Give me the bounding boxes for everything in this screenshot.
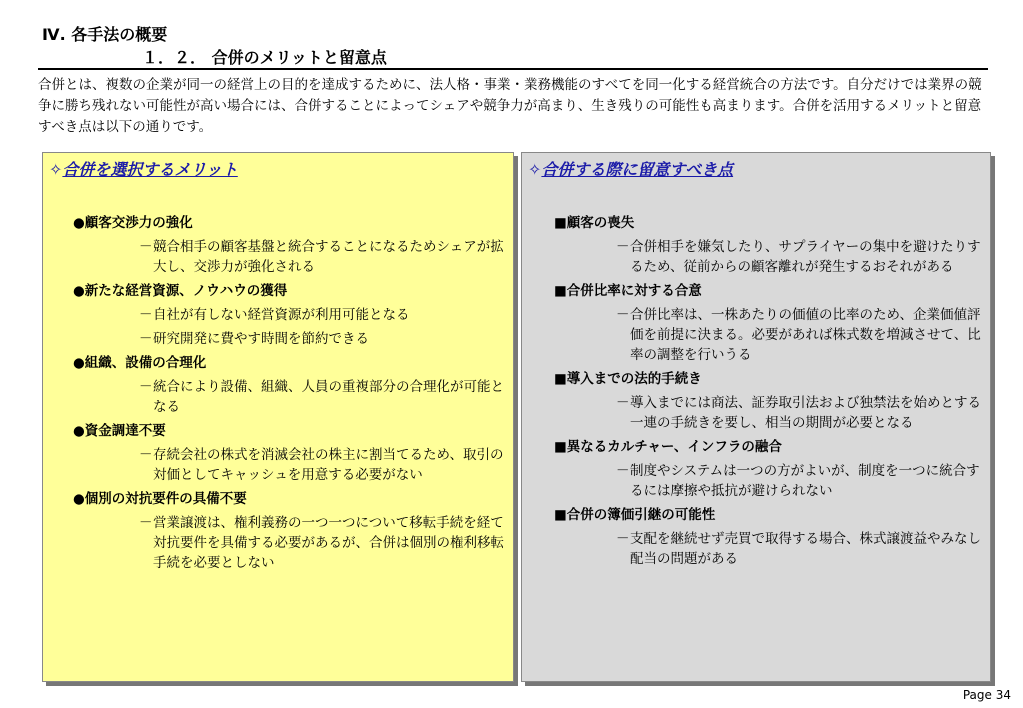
subsection-heading: １．２． 合併のメリットと留意点 bbox=[142, 48, 387, 67]
cautions-title-text: 合併する際に留意すべき点 bbox=[541, 160, 734, 179]
list-item-description bbox=[73, 445, 511, 485]
merits-title-text: 合併を選択するメリット bbox=[62, 160, 238, 179]
dash-marker: － bbox=[616, 531, 630, 547]
list-item-heading bbox=[73, 213, 511, 233]
bullet-dot-icon: ● bbox=[73, 355, 85, 371]
heading-underline bbox=[38, 68, 988, 70]
description-text: 研究開発に費やす時間を節約できる bbox=[153, 331, 369, 347]
dash-marker: － bbox=[139, 515, 153, 531]
list-item-title: 個別の対抗要件の具備不要 bbox=[84, 491, 247, 507]
list-item-title: 顧客の喪失 bbox=[566, 215, 635, 231]
list-item-heading bbox=[554, 437, 988, 457]
page-number bbox=[963, 688, 1011, 702]
cautions-panel bbox=[521, 152, 991, 682]
bullet-dot-icon: ● bbox=[73, 423, 85, 439]
list-item-description bbox=[554, 237, 988, 277]
description-text: 合併相手を嫌気したり、サプライヤーの集中を避けたりするため、従前からの顧客離れが発生するおそれがある bbox=[630, 239, 981, 275]
list-item-description bbox=[73, 377, 511, 417]
description-text: 導入までには商法、証券取引法および独禁法を始めとする一連の手続きを要し、相当の期間が必要となる bbox=[630, 395, 981, 431]
bullet-dot-icon: ● bbox=[73, 215, 85, 231]
list-item-description bbox=[554, 305, 988, 365]
list-item-heading bbox=[73, 353, 511, 373]
page-label-text: Page bbox=[962, 688, 992, 702]
list-item-heading bbox=[73, 281, 511, 301]
bullet-dot-icon: ● bbox=[73, 491, 85, 507]
bullet-square-icon: ■ bbox=[554, 283, 567, 299]
list-item-title: 合併の簿価引継の可能性 bbox=[566, 507, 716, 523]
list-item-description bbox=[73, 237, 511, 277]
list-item-heading bbox=[554, 281, 988, 301]
list-item-heading bbox=[73, 421, 511, 441]
bullet-square-icon: ■ bbox=[554, 371, 567, 387]
description-text: 合併比率は、一株あたりの価値の比率のため、企業価値評価を前提に決まる。必要があれば株式数を増減させて、比率の調整を行いうる bbox=[630, 307, 981, 363]
list-item-title: 組織、設備の合理化 bbox=[84, 355, 207, 371]
list-item-title: 資金調達不要 bbox=[84, 423, 166, 439]
sparkle-icon: ✧ bbox=[528, 160, 542, 179]
list-item-description bbox=[73, 305, 511, 325]
description-text: 自社が有しない経営資源が利用可能となる bbox=[153, 307, 410, 323]
description-text: 制度やシステムは一つの方がよいが、制度を一つに統合するには摩擦や抵抗が避けられない bbox=[630, 463, 980, 499]
cautions-list bbox=[554, 213, 988, 573]
dash-marker: － bbox=[139, 307, 153, 323]
list-item-heading bbox=[554, 505, 988, 525]
merits-list bbox=[73, 213, 511, 577]
list-item-description bbox=[554, 461, 988, 501]
cautions-panel-title bbox=[528, 157, 733, 180]
list-item-title: 導入までの法的手続き bbox=[566, 371, 702, 387]
dash-marker: － bbox=[139, 379, 153, 395]
sparkle-icon: ✧ bbox=[49, 160, 63, 179]
dash-marker: － bbox=[616, 463, 630, 479]
list-item-title: 異なるカルチャー、インフラの融合 bbox=[566, 439, 782, 455]
list-item-description bbox=[73, 329, 511, 349]
section-heading: Ⅳ. 各手法の概要 bbox=[42, 25, 168, 44]
description-text: 統合により設備、組織、人員の重複部分の合理化が可能となる bbox=[153, 379, 504, 415]
dash-marker: － bbox=[139, 239, 153, 255]
bullet-square-icon: ■ bbox=[554, 507, 567, 523]
page-number-value: 34 bbox=[995, 688, 1011, 702]
dash-marker: － bbox=[616, 395, 630, 411]
merits-panel-title bbox=[49, 157, 238, 180]
intro-paragraph: 合併とは、複数の企業が同一の経営上の目的を達成するために、法人格・事業・業務機能のすべてを同一化する経営統合の方法です。自分だけでは業界の競争に勝ち残れない可能性が高い場合には、合併することによってシェアや競争力が高まり、生き残りの可能性も高まります。合併を活用するメリットと留意すべき点は以下の通りです。 bbox=[38, 77, 982, 135]
dash-marker: － bbox=[616, 307, 630, 323]
list-item-description bbox=[554, 393, 988, 433]
list-item-description bbox=[554, 529, 988, 569]
description-text: 存続会社の株式を消滅会社の株主に割当てるため、取引の対価としてキャッシュを用意する必要がない bbox=[153, 447, 504, 483]
list-item-description bbox=[73, 513, 511, 573]
description-text: 競合相手の顧客基盤と統合することになるためシェアが拡大し、交渉力が強化される bbox=[153, 239, 504, 275]
description-text: 支配を継続せず売買で取得する場合、株式譲渡益やみなし配当の問題がある bbox=[630, 531, 981, 567]
dash-marker: － bbox=[616, 239, 630, 255]
list-item-heading bbox=[554, 369, 988, 389]
list-item-heading bbox=[73, 489, 511, 509]
dash-marker: － bbox=[139, 447, 153, 463]
bullet-dot-icon: ● bbox=[73, 283, 85, 299]
list-item-title: 合併比率に対する合意 bbox=[566, 283, 702, 299]
dash-marker: － bbox=[139, 331, 153, 347]
list-item-heading bbox=[554, 213, 988, 233]
list-item-title: 新たな経営資源、ノウハウの獲得 bbox=[84, 283, 288, 299]
merits-panel bbox=[42, 152, 514, 682]
bullet-square-icon: ■ bbox=[554, 439, 567, 455]
bullet-square-icon: ■ bbox=[554, 215, 567, 231]
list-item-title: 顧客交渉力の強化 bbox=[84, 215, 193, 231]
description-text: 営業譲渡は、権利義務の一つ一つについて移転手続を経て対抗要件を具備する必要があるが、合併は個別の権利移転手続を必要としない bbox=[153, 515, 504, 571]
